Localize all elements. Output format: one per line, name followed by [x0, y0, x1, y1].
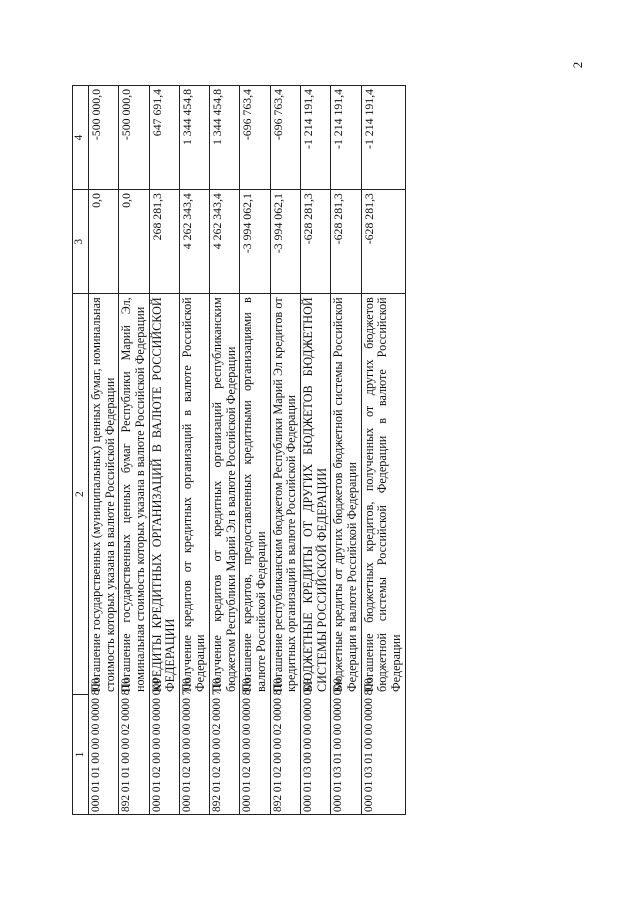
row-name: Погашение республиканским бюджетом Республики Марий Эл кредитов от кредитных организаций в валюте Российской Федерации: [270, 297, 299, 692]
code-name-cell: [240, 294, 270, 815]
code-name-cell: [149, 294, 179, 815]
budget-table-rotated: [72, 85, 547, 815]
table-row: [88, 86, 118, 815]
row-name: Бюджетные кредиты от других бюджетов бюджетной системы Российской Федерации в валюте Российской Федерации: [331, 297, 360, 692]
code-name-cell: [331, 294, 361, 815]
code-name-cell: [301, 294, 331, 815]
row-value-col3: 0,0: [119, 190, 149, 294]
header-cell-1-2: [73, 294, 89, 815]
row-value-col4: -696 763,4: [240, 86, 270, 190]
row-code: 000 01 01 00 00 00 0000 800: [89, 678, 102, 812]
code-name-cell: [270, 294, 300, 815]
table-row: [179, 86, 209, 815]
header-col-4: 4: [73, 86, 89, 190]
row-name: Получение кредитов от кредитных организаций в валюте Российской Федерации: [179, 297, 208, 692]
row-value-col3: 268 281,3: [149, 190, 179, 294]
row-name: БЮДЖЕТНЫЕ КРЕДИТЫ ОТ ДРУГИХ БЮДЖЕТОВ БЮДЖЕТНОЙ СИСТЕМЫ РОССИЙСКОЙ ФЕДЕРАЦИИ: [301, 297, 329, 692]
table-header-row: [73, 86, 89, 815]
row-name: Погашение кредитов, предоставленных кредитными организациями в валюте Российской Федерации: [240, 297, 269, 692]
row-value-col4: -1 214 191,4: [361, 86, 405, 190]
row-name: Погашение бюджетных кредитов, полученных от других бюджетов бюджетной системы Российской Федерации в валюте Российской Федерации: [361, 297, 403, 692]
row-code: 000 01 03 01 00 00 0000 800: [362, 678, 375, 812]
row-value-col4: -1 214 191,4: [331, 86, 361, 190]
row-value-col4: -1 214 191,4: [301, 86, 331, 190]
table-row: [210, 86, 240, 815]
row-name: Погашение государственных (муниципальных) ценных бумаг, номинальная стоимость которых указана в валюте Российской Федерации: [88, 297, 117, 692]
row-value-col3: 0,0: [88, 190, 118, 294]
table-row: [361, 86, 405, 815]
row-value-col3: -628 281,3: [301, 190, 331, 294]
row-value-col3: -3 994 062,1: [270, 190, 300, 294]
table-row: [240, 86, 270, 815]
row-code: 000 01 02 00 00 00 0000 000: [150, 678, 163, 812]
code-name-cell: [179, 294, 209, 815]
header-col-2: 2: [74, 491, 86, 498]
budget-table: [72, 85, 406, 815]
header-col-1: 1: [73, 694, 88, 814]
row-value-col3: -628 281,3: [361, 190, 405, 294]
row-name: Погашение государственных ценных бумаг Республики Марий Эл, номинальная стоимость которых указана в валюте Российской Федерации: [119, 297, 147, 692]
code-name-cell: [210, 294, 240, 815]
row-code: 892 01 01 00 00 02 0000 810: [120, 678, 133, 812]
row-code: 892 01 02 00 00 02 0000 810: [271, 678, 284, 812]
table-row: [270, 86, 300, 815]
table-row: [301, 86, 331, 815]
row-value-col4: -500 000,0: [88, 86, 118, 190]
row-code: 892 01 02 00 00 02 0000 710: [211, 678, 224, 812]
row-code: 000 01 03 01 00 00 0000 000: [332, 678, 345, 812]
row-code: 000 01 02 00 00 00 0000 700: [180, 678, 193, 812]
page-number: 2: [570, 61, 585, 69]
row-value-col4: -500 000,0: [119, 86, 149, 190]
row-code: 000 01 02 00 00 00 0000 800: [241, 678, 254, 812]
row-value-col4: 1 344 454,8: [179, 86, 209, 190]
table-row: [149, 86, 179, 815]
row-value-col3: -628 281,3: [331, 190, 361, 294]
table-body: [88, 86, 405, 815]
row-code: 000 01 03 00 00 00 0000 000: [302, 678, 315, 812]
code-name-cell: [88, 294, 118, 815]
table-row: [119, 86, 149, 815]
row-value-col3: 4 262 343,4: [210, 190, 240, 294]
row-value-col3: 4 262 343,4: [179, 190, 209, 294]
code-name-cell: [119, 294, 149, 815]
row-value-col3: -3 994 062,1: [240, 190, 270, 294]
header-col-3: 3: [73, 190, 89, 294]
row-name: Получение кредитов от кредитных организаций республиканским бюджетом Республики Марий Эл в валюте Российской Федерации: [210, 297, 238, 692]
row-name: КРЕДИТЫ КРЕДИТНЫХ ОРГАНИЗАЦИЙ В ВАЛЮТЕ РОССИЙСКОЙ ФЕДЕРАЦИИ: [149, 297, 178, 692]
row-value-col4: -696 763,4: [270, 86, 300, 190]
table-row: [331, 86, 361, 815]
row-value-col4: 1 344 454,8: [210, 86, 240, 190]
code-name-cell: [361, 294, 405, 815]
row-value-col4: 647 691,4: [149, 86, 179, 190]
